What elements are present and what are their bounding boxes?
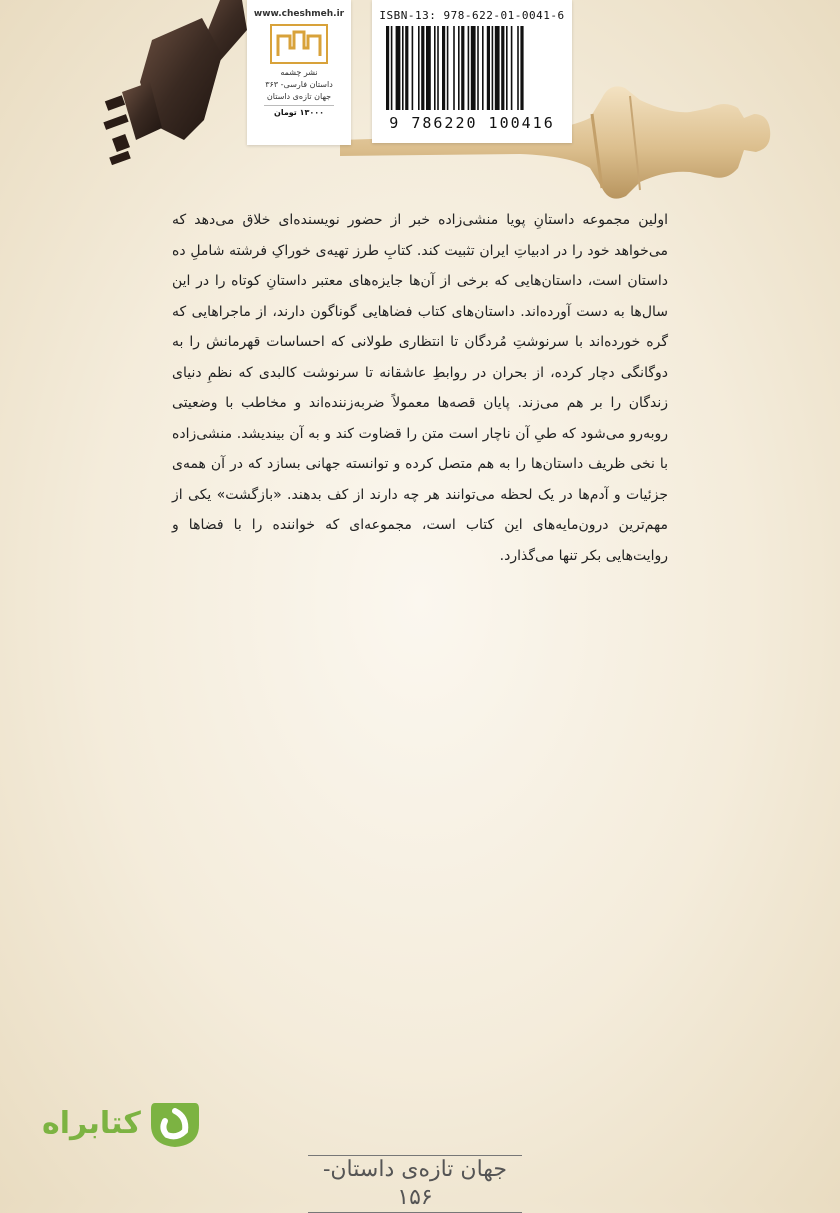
publisher-panel xyxy=(247,0,351,145)
price-label: ۱۳۰۰۰ تومان xyxy=(264,105,334,117)
series-footer: جهان تازه‌ی داستان- ۱۵۶ xyxy=(308,1155,522,1213)
publisher-website[interactable]: www.cheshmeh.ir xyxy=(253,9,345,19)
ketabrah-leaf-icon xyxy=(147,1095,203,1151)
catalog-number: داستان فارسی- ۳۶۳ xyxy=(265,80,333,89)
ketabrah-logo xyxy=(42,1095,203,1151)
series-line: جهان تازه‌ی داستان xyxy=(266,92,332,101)
barcode-bars-icon xyxy=(386,26,558,112)
isbn-text: ISBN-13: 978-622-01-0041-6 xyxy=(379,9,565,22)
isbn-barcode xyxy=(372,0,572,143)
publisher-imprint: نشر چشمه xyxy=(280,68,318,77)
barcode-digits: 9 786220 100416 xyxy=(389,114,555,132)
ketabrah-logo-text: کتابراه xyxy=(42,1105,141,1141)
publisher-logo-icon xyxy=(270,24,328,64)
book-blurb: اولین مجموعه داستانِ پویا منشی‌زاده خبر از حضور نویسنده‌ای خلاق می‌دهد که می‌خواهد خود را در ادبیاتِ ایران تثبیت کند. کتابِ طرز تهیه‌ی خوراکِ فرشته شاملِ ده داستان است، داستان‌هایی که برخی از آن‌ها جایزه‌های معتبر داستانِ کوتاه را در این سال‌ها به دست آورده‌اند. داستان‌های کتاب فضاهایی گوناگون دارند، از ماجراهایی که گره خورده‌اند با سرنوشتِ مُردگان تا انتظاری طولانی که احساسات قهرمانش را به دوگانگی دچار کرده، از بحران در روابطِ عاشقانه تا سرنوشت کالبدی که نظمِ دنیای زندگان را بر هم می‌زند. پایان قصه‌ها معمولاً ضربه‌زننده‌اند و مخاطب با وضعیتی روبه‌رو می‌شود که طیِ آن ناچار است متن را قضاوت کند و به آن بیندیشد. منشی‌زاده با نخی ظریف داستان‌ها را به هم متصل کرده و توانسته جهانی بسازد که در آن همه‌ی جزئیات و آدم‌ها در یک لحظه می‌توانند هر چه دارند از کف بدهند. «بازگشت» یکی از مهم‌ترین درون‌مایه‌های این کتاب است، مجموعه‌ای که خواننده را با فضاها و روایت‌هایی بکر تنها می‌گذارد. xyxy=(172,212,668,564)
dark-chess-piece-illustration xyxy=(92,0,252,170)
